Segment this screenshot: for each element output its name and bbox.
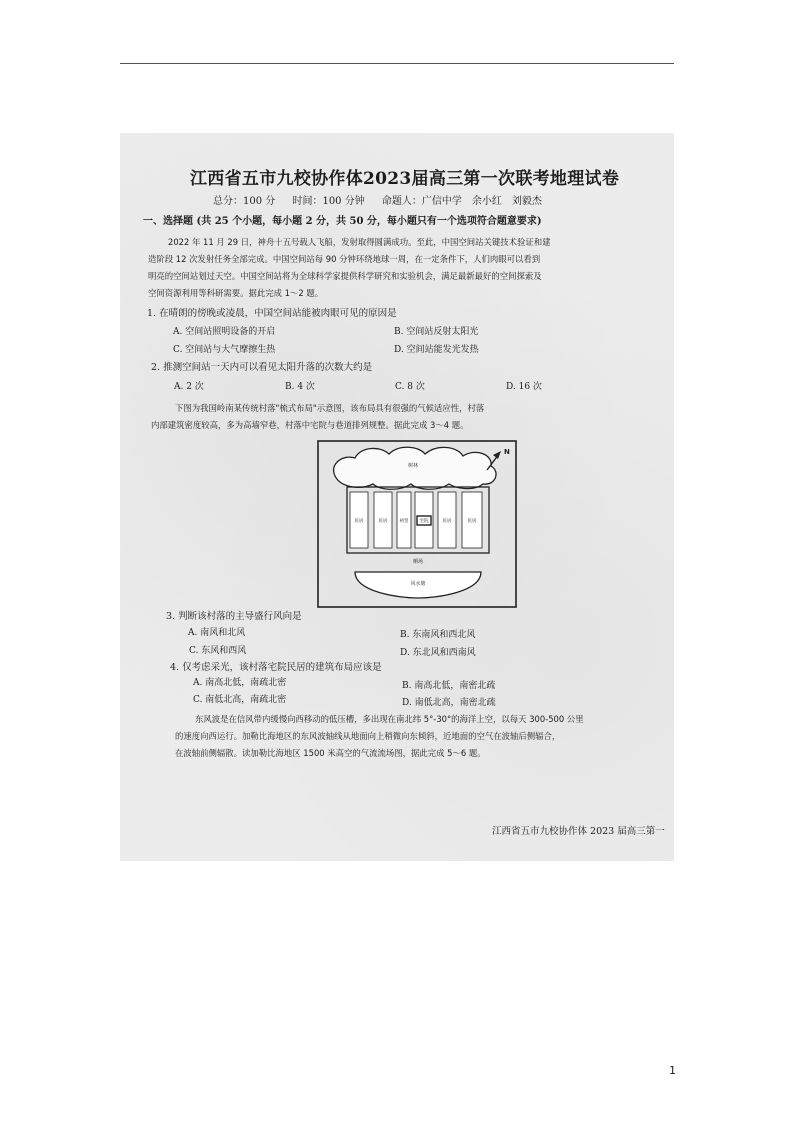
page-number: 1 bbox=[669, 1064, 676, 1077]
passage1-line: 空间资源利用等科研需要。据此完成 1～2 题。 bbox=[148, 288, 324, 298]
forest-label: 树林 bbox=[407, 463, 419, 469]
passage2-line: 下图为我国岭南某传统村落"梳式布局"示意图，该布局具有很强的气候适应性，村落 bbox=[175, 403, 485, 413]
q4-option-b: B. 南高北低，南密北疏 bbox=[402, 681, 496, 691]
question-2: 2. 推测空间站一天内可以看见太阳升落的次数大约是 bbox=[151, 362, 373, 373]
exam-title: 江西省五市九校协作体2023届高三第一次联考地理试卷 bbox=[190, 169, 620, 189]
q3-option-a: A. 南风和北风 bbox=[188, 628, 246, 638]
pond-label: 风水塘 bbox=[410, 581, 426, 587]
house-label: 民居 bbox=[354, 519, 364, 524]
passage1-line: 2022 年 11 月 29 日，神舟十五号载人飞船，发射取得圆满成功。至此，中国空间站关键技术验证和建 bbox=[168, 237, 551, 247]
house-label: 民居 bbox=[378, 519, 388, 524]
q1-option-d: D. 空间站能发光发热 bbox=[394, 345, 479, 355]
passage1-line: 明亮的空间站划过天空。中国空间站将为全球科学家提供科学研究和实验机会，满足最新最好的空间探索及 bbox=[148, 271, 542, 281]
passage2-line: 内部建筑密度较高，多为高墙窄巷，村落中宅院与巷道排列规整。据此完成 3～4 题。 bbox=[151, 420, 469, 430]
north-label: N bbox=[504, 448, 510, 456]
q2-option-d: D. 16 次 bbox=[506, 382, 542, 392]
q2-option-b: B. 4 次 bbox=[285, 382, 315, 392]
passage3-line: 东风波是在信风带内缓慢向西移动的低压槽，多出现在南北纬 5°-30°的海洋上空，以每天 300-500 公里 bbox=[195, 714, 584, 724]
q4-option-a: A. 南高北低，南疏北密 bbox=[193, 678, 287, 688]
q3-option-c: C. 东风和西风 bbox=[189, 646, 247, 656]
exam-authors: 命题人：广信中学 余小红 刘毅杰 bbox=[381, 196, 542, 207]
house-label: 祠堂 bbox=[399, 519, 409, 524]
q2-option-a: A. 2 次 bbox=[174, 382, 204, 392]
section-heading: 一、选择题 (共 25 个小题，每小题 2 分，共 50 分，每小题只有一个选项符合题意要求) bbox=[143, 216, 542, 227]
q3-option-d: D. 东北风和西南风 bbox=[400, 648, 476, 658]
exam-score: 总分：100 分 bbox=[213, 196, 276, 207]
house-label: 民居 bbox=[467, 519, 477, 524]
exam-meta bbox=[213, 196, 556, 207]
q4-option-d: D. 南低北高，南密北疏 bbox=[402, 698, 496, 708]
passage1-line: 造阶段 12 次发射任务全部完成。中国空间站每 90 分钟环绕地球一周，在一定条件下，人们肉眼可以看到 bbox=[148, 254, 541, 264]
passage3-line: 的速度向西运行。加勒比海地区的东风波轴线从地面向上稍微向东倾斜，近地面的空气在波轴后侧辐合， bbox=[175, 731, 561, 741]
q1-option-b: B. 空间站反射太阳光 bbox=[394, 327, 479, 337]
q2-option-c: C. 8 次 bbox=[395, 382, 425, 392]
house-label: 宅院 bbox=[419, 519, 429, 524]
plaza-label: 晒场 bbox=[412, 559, 424, 565]
exam-time: 时间：100 分钟 bbox=[292, 196, 365, 207]
question-1: 1. 在晴朗的傍晚或凌晨，中国空间站能被肉眼可见的原因是 bbox=[147, 308, 397, 319]
header-rule bbox=[120, 63, 674, 64]
q4-option-c: C. 南低北高，南疏北密 bbox=[193, 695, 287, 705]
q1-option-a: A. 空间站照明设备的开启 bbox=[173, 327, 276, 337]
q3-option-b: B. 东南风和西北风 bbox=[400, 630, 476, 640]
passage3-line: 在波轴前侧辐散。读加勒比海地区 1500 米高空的气流流场图，据此完成 5～6 题。 bbox=[175, 748, 486, 758]
q1-option-c: C. 空间站与大气摩擦生热 bbox=[173, 345, 276, 355]
footer-source: 江西省五市九校协作体 2023 届高三第一 bbox=[492, 826, 665, 837]
village-layout-diagram bbox=[317, 440, 517, 608]
question-4: 4. 仅考虑采光，该村落宅院民居的建筑布局应该是 bbox=[170, 662, 382, 673]
question-3: 3. 判断该村落的主导盛行风向是 bbox=[166, 611, 302, 622]
house-label: 民居 bbox=[442, 519, 452, 524]
